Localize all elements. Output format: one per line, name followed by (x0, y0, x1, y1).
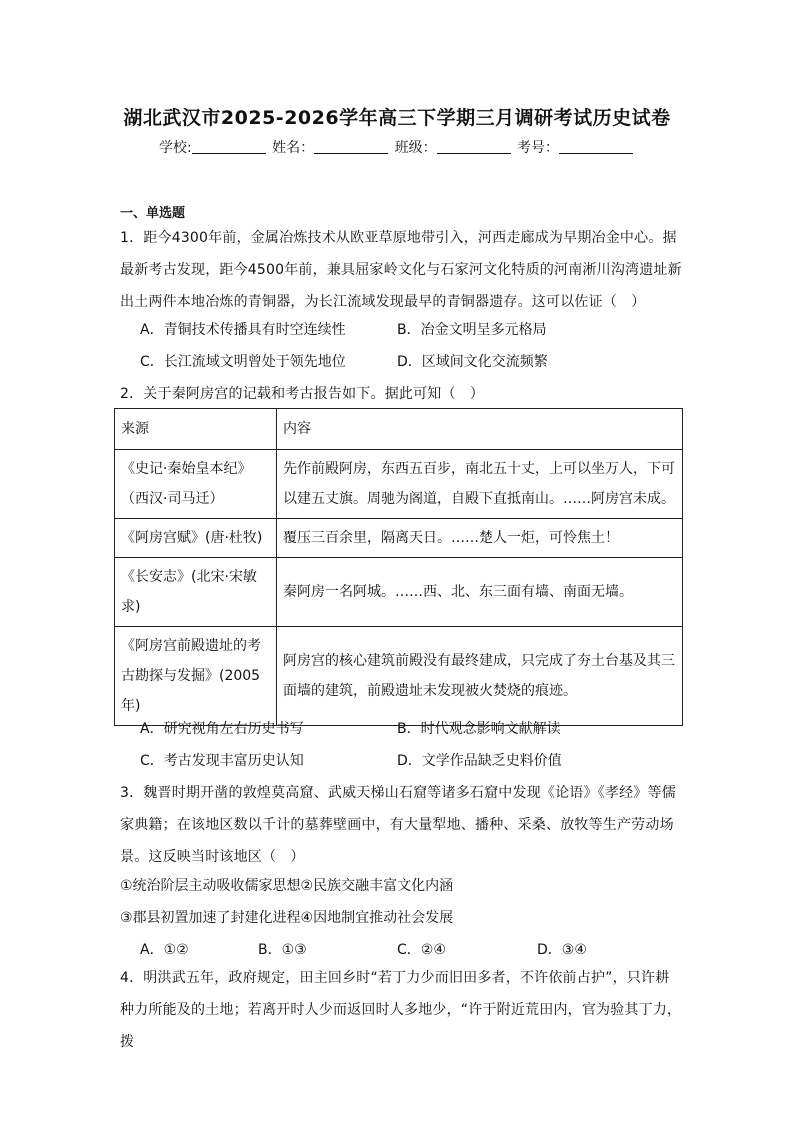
question-4-stem: 4．明洪武五年，政府规定，田主回乡时“若丁力少而旧田多者，不许依前占护”，只许耕种力所能及的土地；若离开时人少而返回时人多地少，“许于附近荒田内，官为验其丁力，拨 (120, 970, 682, 1050)
question-2-stem: 2．关于秦阿房宫的记载和考古报告如下。据此可知（ ） (120, 386, 485, 402)
table-content-cell: 秦阿房一名阿城。……西、北、东三面有墙、南面无墙。 (277, 558, 683, 627)
table-header-cell: 来源 (115, 409, 277, 450)
table-header-cell: 内容 (277, 409, 683, 450)
q3-option-d[interactable]: D．③④ (537, 942, 587, 958)
school-blank[interactable] (192, 139, 266, 154)
exam-title: 湖北武汉市2025-2026学年高三下学期三月调研考试历史试卷 (123, 107, 671, 129)
school-label: 学校: (158, 140, 192, 156)
class-label: 班级： (394, 140, 437, 156)
table-source-cell: 《史记·秦始皇本纪》（西汉·司马迁） (115, 450, 277, 519)
student-info-line (0, 137, 794, 157)
table-content-cell: 先作前殿阿房，东西五百步，南北五十丈，上可以坐万人，下可以建五丈旗。周驰为阁道，自殿下直抵南山。……阿房宫未成。 (277, 450, 683, 519)
q2-option-b[interactable]: B．时代观念影响文献解读 (397, 721, 561, 737)
question-1-stem: 1．距今4300年前，金属冶炼技术从欧亚草原地带引入，河西走廊成为早期冶金中心。据最新考古发现，距今4500年前，兼具屈家岭文化与石家河文化特质的河南淅川沟湾遗址新出土两件本地冶炼的青铜器，为长江流域发现最早的青铜器遗存。这可以佐证（ ） (120, 230, 682, 310)
table-content-cell: 覆压三百余里，隔离天日。……楚人一炬，可怜焦土！ (277, 519, 683, 558)
table-header-row (115, 409, 683, 450)
q1-option-b[interactable]: B．冶金文明呈多元格局 (397, 322, 547, 338)
table-content-cell: 阿房宫的核心建筑前殿没有最终建成，只完成了夯土台基及其三面墙的建筑，前殿遗址未发现被火焚烧的痕迹。 (277, 627, 683, 726)
table-row (115, 519, 683, 558)
table-row (115, 627, 683, 726)
q1-option-a[interactable]: A．青铜技术传播具有时空连续性 (140, 322, 346, 338)
q2-option-c[interactable]: C．考古发现丰富历史认知 (140, 753, 304, 769)
question-3-stem: 3．魏晋时期开凿的敦煌莫高窟、武威天梯山石窟等诸多石窟中发现《论语》《孝经》等儒家典籍；在该地区数以千计的墓葬壁画中，有大量犁地、播种、采桑、放牧等生产劳动场景。这反映当时该地区（ ） (120, 785, 676, 865)
section-heading: 一、单选题 (120, 206, 186, 221)
q3-statements-2: ③郡县初置加速了封建化进程④因地制宜推动社会发展 (120, 910, 454, 926)
table-row (115, 558, 683, 627)
q3-option-a[interactable]: A．①② (140, 942, 189, 958)
source-table (114, 408, 683, 726)
class-blank[interactable] (437, 139, 511, 154)
name-blank[interactable] (314, 139, 388, 154)
name-label: 姓名： (272, 140, 315, 156)
table-source-cell: 《阿房宫赋》(唐·杜牧) (115, 519, 277, 558)
q1-option-c[interactable]: C．长江流域文明曾处于领先地位 (140, 354, 346, 370)
table-row (115, 450, 683, 519)
table-source-cell: 《长安志》(北宋·宋敏求) (115, 558, 277, 627)
q3-statements-1: ①统治阶层主动吸收儒家思想②民族交融丰富文化内涵 (120, 878, 454, 894)
q1-option-d[interactable]: D．区域间文化交流频繁 (397, 354, 548, 370)
number-label: 考号： (517, 140, 560, 156)
q2-option-d[interactable]: D．文学作品缺乏史料价值 (397, 753, 562, 769)
number-blank[interactable] (559, 139, 633, 154)
q3-option-b[interactable]: B．①③ (258, 942, 307, 958)
q3-option-c[interactable]: C．②④ (397, 942, 446, 958)
q2-option-a[interactable]: A．研究视角左右历史书写 (140, 721, 304, 737)
table-source-cell: 《阿房宫前殿遗址的考古勘探与发掘》(2005年) (115, 627, 277, 726)
